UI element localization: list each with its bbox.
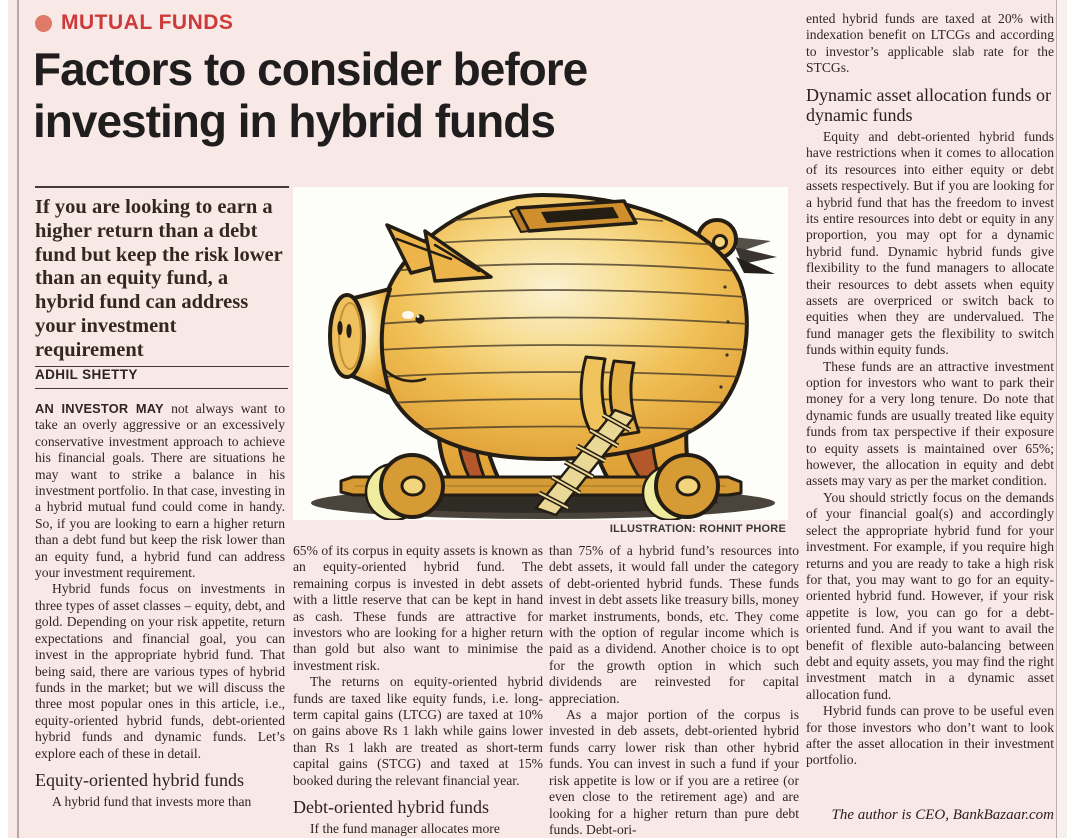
lead-in: AN INVESTOR MAY: [35, 401, 164, 416]
byline: ADHIL SHETTY: [35, 362, 288, 389]
body-column-4: [806, 11, 1054, 803]
section-label: MUTUAL FUNDS: [61, 11, 234, 34]
paragraph: [35, 401, 285, 581]
body-column-1: [35, 401, 285, 838]
standfirst: If you are looking to earn a higher return than a debt fund but keep the risk lower than an equity fund, a hybrid fund can address your investment requirement: [35, 186, 289, 367]
paragraph: Hybrid funds can prove to be useful even for those investors who don’t want to look after the asset allocation in their investment portfolio.: [806, 703, 1054, 768]
right-column-rule: [1056, 0, 1057, 838]
paragraph: than 75% of a hybrid fund’s resources into debt assets, it would fall under the category of debt-oriented hybrid funds. These funds invest in debt assets like treasury bills, money market instruments, bonds, etc. They come with the option of regular income which is paid as a dividend. Another choice is to opt for the growth option in which such dividends are reinvested for capital appreciation.: [549, 543, 799, 706]
section-kicker: [35, 11, 233, 35]
paragraph: Hybrid funds focus on investments in three types of asset classes – equity, debt, and gold. Depending on your risk appetite, return expectations and financial goal, you can invest in the appropriate hybrid fund. That being said, there are various types of hybrid funds in the market; but we will discuss the three most popular ones in this article, i.e., equity-oriented hybrid funds, debt-oriented hybrid funds and dynamic funds. Let’s explore each of these in detail.: [35, 581, 285, 761]
page-right-margin: [1057, 0, 1067, 838]
paragraph: If the fund manager allocates more: [310, 821, 500, 837]
left-column-rule: [17, 0, 19, 838]
body-column-3: [549, 543, 799, 838]
author-note: The author is CEO, BankBazaar.com: [831, 807, 1054, 823]
paragraph: You should strictly focus on the demands of your financial goal(s) and accordingly select the appropriate hybrid fund for your investment. For example, if you require high returns and you are ready to take a high risk for that, you may want to go for an equity-oriented hybrid fund. However, if your risk appetite is low, you can go for a debt-oriented fund. And if you want to avail the benefit of flexible auto-balancing between debt and equity assets, you may find the right investment match in a dynamic asset allocation fund.: [806, 489, 1054, 702]
piggy-bank-illustration: [293, 187, 788, 520]
paragraph: ented hybrid funds are taxed at 20% with indexation benefit on LTCGs and according to investor’s applicable slab rate for the STCGs.: [806, 11, 1054, 76]
kicker-bullet-icon: [35, 15, 52, 32]
paragraph: Equity and debt-oriented hybrid funds have restrictions when it comes to allocation of its resources into either equity or debt assets respectively. But if you are looking for a hybrid fund that has the freedom to invest its entire resources into debt or equity in any proportion, you may opt for a dynamic hybrid fund. Dynamic hybrid funds give flexibility to the fund managers to allocate their resources to debt assets when equity assets are overpriced or switch back to equities when they are undervalued. The fund manager gets the flexibility to switch funds within equity funds.: [806, 128, 1054, 358]
section-heading-dynamic: Dynamic asset allocation funds or dynamic funds: [806, 84, 1051, 125]
paragraph: As a major portion of the corpus is invested in deb assets, debt-oriented hybrid funds carry lower risk than other hybrid funds. You can invest in such a fund if your risk appetite is low or if you are a retiree (or even close to the retirement age) and are looking for a higher return than pure debt funds. Debt-ori-: [549, 707, 799, 837]
paragraph: The returns on equity-oriented hybrid funds are taxed like equity funds, i.e. long-term capital gains (LTCG) are taxed at 10% on gains above Rs 1 lakh while gains lower than Rs 1 lakh are treated as short-term capital gains (STCG) and taxed at 15% booked during the relevant financial year.: [293, 674, 543, 788]
body-column-2: [293, 543, 543, 838]
section-heading-debt: Debt-oriented hybrid funds: [293, 797, 489, 818]
paragraph: 65% of its corpus in equity assets is known as an equity-oriented hybrid fund. The remaining corpus is invested in debt assets with a little reserve that can be kept in hand as cash. These funds are attractive for investors who are looking for a higher return than gold but also want to minimise the investment risk.: [293, 543, 543, 673]
paragraph-text: not always want to take an overly aggressive or an excessively conservative investment approach to achieve his financial goals. There are situations he may want to strike a balance in his investment portfolio. In that case, investing in a hybrid mutual fund could come in handy. So, if you are looking to earn a higher return than a debt fund but keep the risk lower than an equity fund, a hybrid fund can address your investment requirement.: [35, 401, 285, 581]
section-heading-equity: Equity-oriented hybrid funds: [35, 769, 244, 790]
headline: Factors to consider before investing in hybrid funds: [33, 43, 588, 147]
paragraph: These funds are an attractive investment option for investors who want to park their money for a very long tenure. Do note that dynamic funds are usually treated like equity funds from tax perspective if their exposure to equity assets is maintained over 65%; however, the allocation in equity and debt assets may vary as per the market condition.: [806, 358, 1054, 489]
paragraph: A hybrid fund that invests more than: [52, 794, 252, 810]
illustration-credit: ILLUSTRATION: ROHNIT PHORE: [609, 523, 786, 535]
pig-snout: [330, 289, 390, 393]
